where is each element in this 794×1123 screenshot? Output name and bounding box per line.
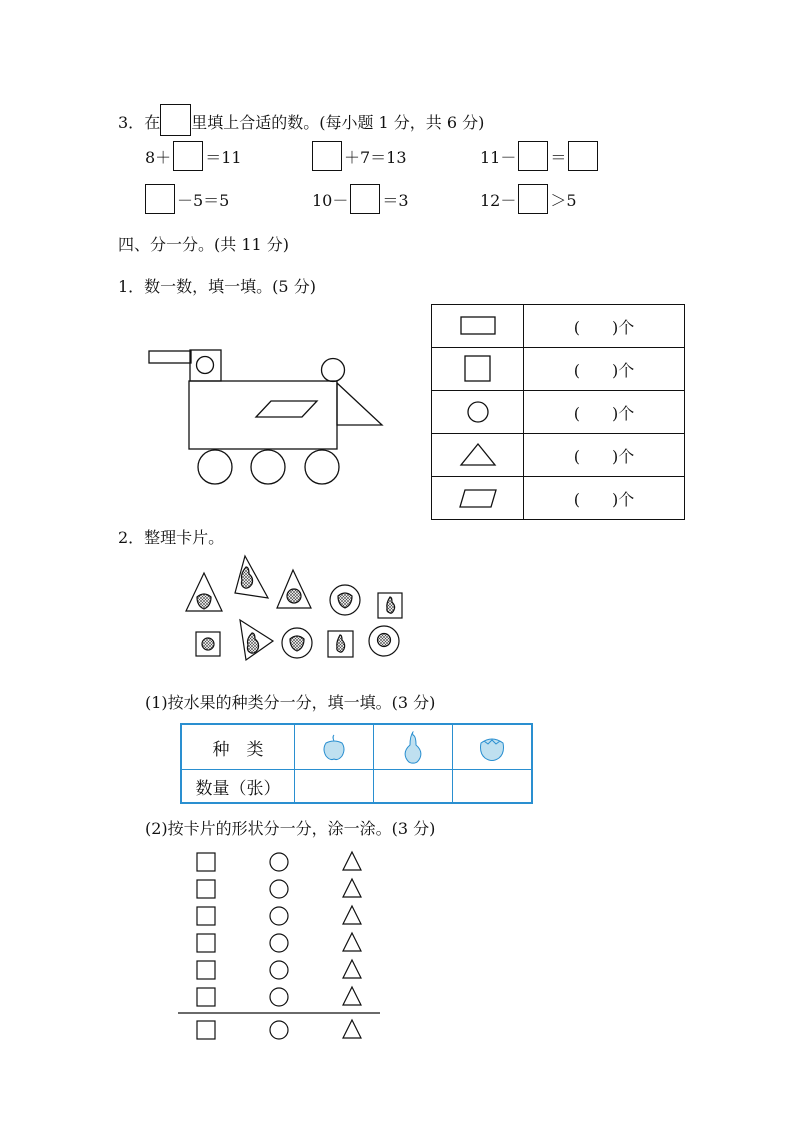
equation-6: 12－ ＞5	[480, 184, 577, 214]
answer-box[interactable]	[568, 141, 598, 171]
rectangle-icon	[432, 305, 523, 347]
figure-parallelogram	[256, 401, 317, 417]
square-pear-card	[328, 631, 353, 657]
apple-icon	[296, 729, 372, 765]
answer-cell[interactable]: ( )个	[524, 391, 685, 434]
answer-box[interactable]	[173, 141, 203, 171]
figure-rectangle	[149, 351, 191, 363]
table-row	[432, 434, 685, 477]
circle-apple-card	[369, 626, 399, 656]
example-blank-box	[160, 104, 191, 136]
square-pear-card	[378, 593, 402, 618]
fruit-count-table	[180, 723, 533, 804]
triangle-apple-card	[277, 570, 311, 608]
shape-count-table	[431, 304, 685, 520]
triangle-pear-card	[235, 556, 268, 598]
strawberry-count-cell[interactable]	[453, 770, 533, 803]
square-column	[197, 853, 215, 1039]
parallelogram-icon	[432, 477, 523, 519]
triangle-strawberry-card	[186, 573, 222, 611]
square-apple-card	[196, 632, 220, 656]
fruit-cards	[180, 553, 410, 668]
table-row	[432, 348, 685, 391]
answer-box[interactable]	[518, 184, 548, 214]
table-row	[181, 724, 532, 770]
car-figure	[145, 345, 390, 490]
answer-box[interactable]	[350, 184, 380, 214]
kind-label: 种 类	[181, 724, 295, 770]
strawberry-icon	[454, 729, 530, 765]
circle-column	[270, 853, 288, 1039]
q2-title: 2．整理卡片。	[118, 528, 225, 547]
equation-4: －5＝5	[145, 184, 229, 214]
equation-2: ＋7＝13	[312, 141, 407, 171]
q2-sub2: (2)按卡片的形状分一分，涂一涂。(3 分)	[145, 819, 436, 838]
figure-triangle	[337, 383, 382, 425]
table-row	[432, 477, 685, 520]
count-label: 数量（张）	[181, 770, 295, 803]
figure-body-rectangle	[189, 381, 337, 449]
answer-box[interactable]	[312, 141, 342, 171]
figure-circle	[197, 357, 214, 374]
triangle-pear-card	[240, 620, 273, 660]
answer-box[interactable]	[518, 141, 548, 171]
q1-title: 1．数一数，填一填。(5 分)	[118, 277, 316, 296]
table-row	[181, 770, 532, 803]
figure-square	[190, 350, 221, 381]
answer-cell[interactable]: ( )个	[524, 477, 685, 520]
triangle-column	[343, 852, 361, 1038]
section-title: 四、分一分。(共 11 分)	[118, 235, 290, 254]
figure-wheel-circle	[251, 450, 285, 484]
equation-1: 8＋ ＝11	[145, 141, 242, 171]
answer-cell[interactable]: ( )个	[524, 348, 685, 391]
triangle-icon	[432, 434, 523, 476]
pear-count-cell[interactable]	[374, 770, 453, 803]
answer-box[interactable]	[145, 184, 175, 214]
answer-cell[interactable]: ( )个	[524, 305, 685, 348]
pear-icon	[375, 729, 451, 765]
shape-coloring-chart	[175, 848, 385, 1043]
figure-wheel-circle	[198, 450, 232, 484]
circle-strawberry-card	[330, 585, 360, 615]
answer-cell[interactable]: ( )个	[524, 434, 685, 477]
q3-instruction: 3．在 里填上合适的数。(每小题 1 分，共 6 分)	[118, 104, 484, 136]
square-icon	[432, 348, 523, 390]
circle-icon	[432, 391, 523, 433]
equation-5: 10－ ＝3	[312, 184, 409, 214]
figure-wheel-circle	[305, 450, 339, 484]
figure-circle	[322, 359, 345, 382]
table-row	[432, 391, 685, 434]
circle-strawberry-card	[282, 628, 312, 658]
q2-sub1: (1)按水果的种类分一分，填一填。(3 分)	[145, 693, 436, 712]
apple-count-cell[interactable]	[295, 770, 374, 803]
equation-3: 11－ ＝	[480, 141, 598, 171]
table-row	[432, 305, 685, 348]
